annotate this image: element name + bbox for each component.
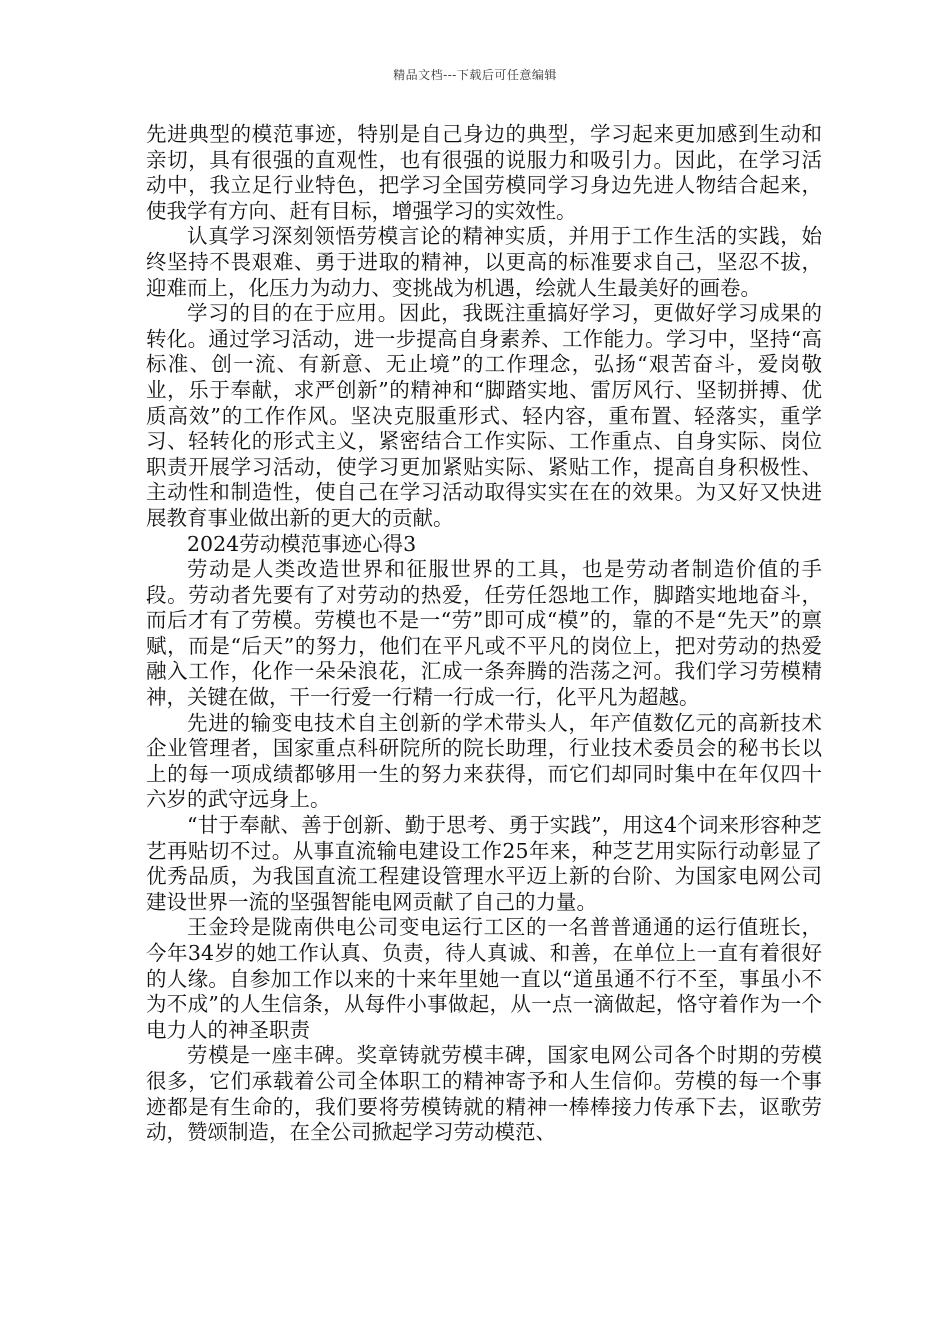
paragraph: 劳模是一座丰碑。奖章铸就劳模丰碑，国家电网公司各个时期的劳模很多，它们承载着公司全体职工的精神寄予和人生信仰。劳模的每一个事迹都是有生命的，我们要将劳模铸就的精神一棒棒接力传承下去，讴歌劳动，赞颂制造，在全公司掀起学习劳动模范、 [146,1043,822,1145]
document-body [146,122,822,1146]
paragraph: 先进的输变电技术自主创新的学术带头人，年产值数亿元的高新技术企业管理者，国家重点科研院所的院长助理，行业技术委员会的秘书长以上的每一项成绩都够用一生的努力来获得，而它们却同时集中在年仅四十六岁的武守远身上。 [146,710,822,812]
section-title: 2024劳动模范事迹心得3 [187,531,417,556]
paragraph: “甘于奉献、善于创新、勤于思考、勇于实践”，用这4个词来形容种芝艺再贴切不过。从事直流输电建设工作25年来，种芝艺用实际行动彰显了优秀品质，为我国直流工程建设管理水平迈上新的台阶、为国家电网公司建设世界一流的坚强智能电网贡献了自己的力量。 [146,813,822,914]
paragraph: 劳动是人类改造世界和征服世界的工具，也是劳动者制造价值的手段。劳动者先要有了对劳动的热爱，任劳任怨地工作，脚踏实地地奋斗，而后才有了劳模。劳模也不是一“劳”即可成“模”的，靠的不是“先天”的禀赋，而是“后天”的努力，他们在平凡或不平凡的岗位上，把对劳动的热爱融入工作，化作一朵朵浪花，汇成一条奔腾的浩荡之河。我们学习劳模精神，关键在做，干一行爱一行精一行成一行，化平凡为超越。 [146,557,822,710]
paragraph: 认真学习深刻领悟劳模言论的精神实质，并用于工作生活的实践，始终坚持不畏艰难、勇于进取的精神，以更高的标准要求自己，坚忍不拔，迎难而上，化压力为动力、变挑战为机遇，绘就人生最美好的画卷。 [146,224,822,300]
paragraph: 王金玲是陇南供电公司变电运行工区的一名普普通通的运行值班长，今年34岁的她工作认真、负责，待人真诚、和善，在单位上一直有着很好的人缘。自参加工作以来的十来年里她一直以“道虽通不行不至，事虽小不为不成”的人生信条，从每件小事做起，从一点一滴做起，恪守着作为一个电力人的神圣职责 [146,915,822,1042]
page-header: 精品文档---下载后可任意编辑 [393,68,557,82]
paragraph: 先进典型的模范事迹，特别是自己身边的典型，学习起来更加感到生动和亲切，具有很强的直观性，也有很强的说服力和吸引力。因此，在学习活动中，我立足行业特色，把学习全国劳模同学习身边先进人物结合起来，使我学有方向、赶有目标，增强学习的实效性。 [146,122,822,223]
paragraph: 学习的目的在于应用。因此，我既注重搞好学习，更做好学习成果的转化。通过学习活动，进一步提高自身素养、工作能力。学习中，坚持“高标准、创一流、有新意、无止境”的工作理念，弘扬“艰苦奋斗，爱岗敬业，乐于奉献，求严创新”的精神和“脚踏实地、雷厉风行、坚韧拼搏、优质高效”的工作作风。坚决克服重形式、轻内容，重布置、轻落实，重学习、轻转化的形式主义，紧密结合工作实际、工作重点、自身实际、岗位职责开展学习活动，使学习更加紧贴实际、紧贴工作，提高自身积极性、主动性和制造性，使自己在学习活动取得实实在在的效果。为又好又快进展教育事业做出新的更大的贡献。 [146,301,822,530]
